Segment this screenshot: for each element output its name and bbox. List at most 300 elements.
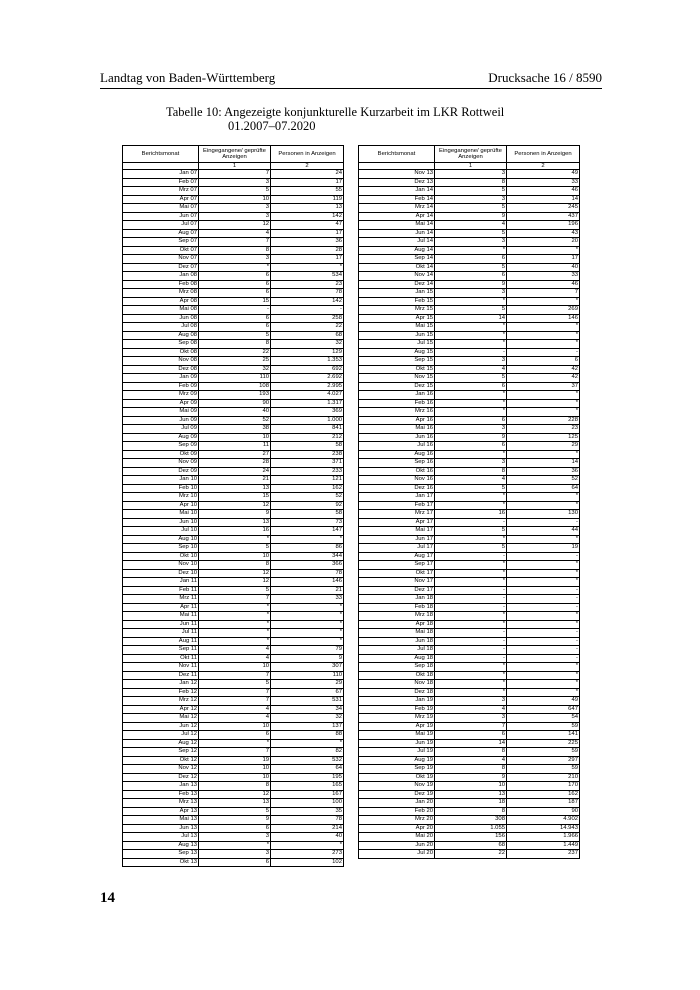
cell-month: Mai 18: [359, 629, 435, 638]
cell-firms: 6: [199, 731, 271, 740]
cell-month: Jun 11: [123, 620, 199, 629]
cell-persons: 228: [507, 416, 580, 425]
table-row: [123, 178, 344, 187]
cell-persons: 187: [507, 799, 580, 808]
table-row: [123, 756, 344, 765]
col-number-persons: 2: [507, 163, 580, 170]
cell-firms: 6: [435, 382, 507, 391]
cell-month: Aug 16: [359, 450, 435, 459]
cell-firms: 5: [199, 586, 271, 595]
cell-firms: 10: [199, 663, 271, 672]
cell-persons: -: [507, 603, 580, 612]
cell-firms: -: [435, 552, 507, 561]
cell-firms: 38: [199, 425, 271, 434]
cell-firms: 7: [199, 748, 271, 757]
table-row: [359, 680, 580, 689]
cell-firms: 6: [435, 731, 507, 740]
cell-persons: *: [507, 340, 580, 349]
table-row: [359, 408, 580, 417]
cell-month: Sep 07: [123, 238, 199, 247]
cell-firms: 3: [435, 459, 507, 468]
table-row: [359, 365, 580, 374]
table-row: [123, 799, 344, 808]
cell-month: Okt 08: [123, 348, 199, 357]
cell-persons: 52: [271, 493, 344, 502]
table-row: [359, 416, 580, 425]
cell-persons: 54: [507, 714, 580, 723]
table-row: [359, 280, 580, 289]
cell-firms: *: [199, 263, 271, 272]
cell-month: Okt 10: [123, 552, 199, 561]
cell-firms: 7: [199, 671, 271, 680]
table-row: [359, 229, 580, 238]
table-row: [359, 348, 580, 357]
cell-month: Dez 11: [123, 671, 199, 680]
cell-month: Jun 17: [359, 535, 435, 544]
table-row: [359, 433, 580, 442]
cell-firms: 3: [435, 170, 507, 179]
table-row: [123, 790, 344, 799]
table-row: [123, 612, 344, 621]
cell-month: Feb 14: [359, 195, 435, 204]
cell-persons: 2.692: [271, 374, 344, 383]
cell-month: Mai 17: [359, 527, 435, 536]
cell-persons: *: [507, 297, 580, 306]
cell-month: Apr 12: [123, 705, 199, 714]
table-row: [359, 705, 580, 714]
cell-month: Aug 15: [359, 348, 435, 357]
cell-month: Okt 15: [359, 365, 435, 374]
cell-firms: 28: [199, 459, 271, 468]
cell-month: Mai 08: [123, 306, 199, 315]
cell-persons: 647: [507, 705, 580, 714]
cell-persons: 52: [507, 476, 580, 485]
table-row: [123, 748, 344, 757]
cell-month: Apr 20: [359, 824, 435, 833]
table-row: [123, 705, 344, 714]
cell-persons: 142: [271, 297, 344, 306]
cell-month: Jan 13: [123, 782, 199, 791]
cell-persons: 37: [507, 382, 580, 391]
cell-firms: 4: [435, 221, 507, 230]
cell-persons: 21: [271, 586, 344, 595]
cell-month: Feb 13: [123, 790, 199, 799]
cell-persons: -: [507, 646, 580, 655]
cell-persons: 147: [271, 527, 344, 536]
cell-month: Sep 09: [123, 442, 199, 451]
cell-firms: 90: [199, 399, 271, 408]
cell-firms: 5: [435, 484, 507, 493]
cell-month: Nov 18: [359, 680, 435, 689]
cell-firms: 6: [435, 416, 507, 425]
cell-firms: *: [435, 501, 507, 510]
table-row: [359, 697, 580, 706]
cell-firms: 13: [199, 484, 271, 493]
cell-month: Feb 20: [359, 807, 435, 816]
col-number-firms: 1: [199, 163, 271, 170]
cell-persons: 1.353: [271, 357, 344, 366]
header-left: Landtag von Baden-Württemberg: [100, 70, 276, 85]
cell-firms: 18: [435, 799, 507, 808]
cell-firms: *: [435, 408, 507, 417]
cell-persons: 35: [271, 807, 344, 816]
cell-persons: 344: [271, 552, 344, 561]
cell-persons: 59: [507, 722, 580, 731]
cell-persons: 34: [271, 705, 344, 714]
cell-month: Aug 17: [359, 552, 435, 561]
cell-firms: 110: [199, 374, 271, 383]
table-row: [359, 595, 580, 604]
cell-month: Apr 08: [123, 297, 199, 306]
cell-persons: 258: [271, 314, 344, 323]
table-row: [359, 272, 580, 281]
cell-persons: -: [507, 595, 580, 604]
cell-firms: 32: [199, 365, 271, 374]
cell-persons: 29: [507, 442, 580, 451]
cell-month: Jun 19: [359, 739, 435, 748]
table-row: [123, 850, 344, 859]
cell-month: Dez 14: [359, 280, 435, 289]
cell-persons: 692: [271, 365, 344, 374]
table-row: [359, 790, 580, 799]
cell-firms: 9: [199, 510, 271, 519]
cell-firms: 308: [435, 816, 507, 825]
cell-month: Jan 15: [359, 289, 435, 298]
cell-month: Mai 10: [123, 510, 199, 519]
cell-month: Mrz 08: [123, 289, 199, 298]
cell-firms: *: [435, 671, 507, 680]
cell-persons: *: [507, 246, 580, 255]
cell-month: Sep 13: [123, 850, 199, 859]
caption-line-1: Tabelle 10: Angezeigte konjunkturelle Kurzarbeit im LKR Rottweil: [166, 105, 505, 119]
cell-persons: 1.449: [507, 841, 580, 850]
cell-persons: 73: [271, 518, 344, 527]
table-row: [123, 246, 344, 255]
cell-firms: 24: [199, 467, 271, 476]
table-row: [359, 493, 580, 502]
table-row: [359, 612, 580, 621]
cell-month: Apr 15: [359, 314, 435, 323]
table-row: [359, 782, 580, 791]
table-row: [359, 476, 580, 485]
cell-persons: 142: [271, 212, 344, 221]
cell-firms: 1.055: [435, 824, 507, 833]
table-row: [359, 765, 580, 774]
table-row: [359, 297, 580, 306]
cell-firms: 25: [199, 357, 271, 366]
cell-persons: 196: [507, 221, 580, 230]
cell-month: Jun 12: [123, 722, 199, 731]
cell-firms: 10: [199, 765, 271, 774]
cell-month: Aug 08: [123, 331, 199, 340]
cell-month: Mai 19: [359, 731, 435, 740]
table-row: [123, 331, 344, 340]
cell-persons: *: [271, 535, 344, 544]
cell-month: Mrz 18: [359, 612, 435, 621]
cell-month: Jan 17: [359, 493, 435, 502]
cell-firms: 8: [435, 467, 507, 476]
table-row: [359, 391, 580, 400]
table-right-body: [359, 170, 580, 859]
cell-firms: 3: [435, 714, 507, 723]
cell-persons: 44: [507, 527, 580, 536]
cell-month: Okt 07: [123, 246, 199, 255]
cell-persons: 841: [271, 425, 344, 434]
cell-month: Mrz 09: [123, 391, 199, 400]
cell-month: Mai 12: [123, 714, 199, 723]
cell-month: Aug 10: [123, 535, 199, 544]
table-row: [359, 306, 580, 315]
cell-persons: 17: [271, 255, 344, 264]
cell-firms: -: [435, 629, 507, 638]
cell-persons: 59: [507, 748, 580, 757]
col-header-month: Berichtsmonat: [359, 146, 435, 163]
cell-month: Jun 08: [123, 314, 199, 323]
cell-persons: 88: [271, 731, 344, 740]
table-row: [359, 467, 580, 476]
table-row: [123, 629, 344, 638]
table-row: [123, 578, 344, 587]
cell-month: Okt 13: [123, 858, 199, 867]
cell-month: Jan 19: [359, 697, 435, 706]
table-row: [359, 374, 580, 383]
table-row: [359, 238, 580, 247]
cell-firms: 7: [199, 688, 271, 697]
cell-firms: *: [435, 493, 507, 502]
table-row: [123, 535, 344, 544]
cell-month: Apr 16: [359, 416, 435, 425]
cell-month: Feb 16: [359, 399, 435, 408]
cell-firms: *: [435, 578, 507, 587]
cell-firms: 8: [199, 246, 271, 255]
table-row: [359, 671, 580, 680]
cell-persons: 162: [507, 790, 580, 799]
table-left-body: [123, 170, 344, 867]
table-row: [359, 646, 580, 655]
cell-persons: -: [271, 306, 344, 315]
table-row: [123, 697, 344, 706]
cell-month: Feb 11: [123, 586, 199, 595]
table-row: [123, 323, 344, 332]
table-row: [123, 306, 344, 315]
table-row: [359, 629, 580, 638]
cell-month: Apr 17: [359, 518, 435, 527]
table-row: [359, 187, 580, 196]
cell-firms: 10: [435, 782, 507, 791]
cell-firms: 11: [199, 442, 271, 451]
cell-firms: *: [435, 561, 507, 570]
table-row: [359, 654, 580, 663]
cell-persons: 210: [507, 773, 580, 782]
cell-month: Nov 15: [359, 374, 435, 383]
table-row: [123, 646, 344, 655]
cell-persons: 14.943: [507, 824, 580, 833]
table-row: [123, 238, 344, 247]
caption-line-2: 01.2007–07.2020: [228, 119, 316, 133]
table-row: [359, 688, 580, 697]
cell-firms: 7: [199, 595, 271, 604]
cell-firms: *: [199, 739, 271, 748]
table-row: [359, 442, 580, 451]
table-row: [359, 340, 580, 349]
cell-month: Aug 11: [123, 637, 199, 646]
cell-month: Jun 14: [359, 229, 435, 238]
cell-month: Jun 15: [359, 331, 435, 340]
table-row: [123, 688, 344, 697]
cell-persons: 366: [271, 561, 344, 570]
cell-persons: 32: [271, 714, 344, 723]
cell-firms: 10: [199, 552, 271, 561]
cell-persons: 110: [271, 671, 344, 680]
cell-persons: 78: [271, 816, 344, 825]
cell-month: Feb 12: [123, 688, 199, 697]
page-number: 14: [100, 890, 115, 906]
cell-persons: 20: [507, 238, 580, 247]
cell-month: Jan 16: [359, 391, 435, 400]
cell-persons: *: [271, 739, 344, 748]
cell-persons: 82: [271, 748, 344, 757]
table-row: [123, 722, 344, 731]
table-row: [123, 450, 344, 459]
cell-persons: 64: [507, 484, 580, 493]
table-row: [123, 297, 344, 306]
col-header-persons: Personen in Anzeigen: [271, 146, 344, 163]
table-row: [359, 263, 580, 272]
cell-persons: 17: [271, 229, 344, 238]
cell-persons: 1.000: [271, 416, 344, 425]
cell-firms: 14: [435, 314, 507, 323]
table-row: [123, 833, 344, 842]
cell-firms: 5: [435, 306, 507, 315]
cell-persons: *: [271, 603, 344, 612]
cell-firms: *: [199, 612, 271, 621]
cell-month: Dez 15: [359, 382, 435, 391]
cell-month: Jan 18: [359, 595, 435, 604]
table-row: [359, 620, 580, 629]
table-row: [359, 603, 580, 612]
cell-firms: *: [435, 323, 507, 332]
col-number-persons: 2: [271, 163, 344, 170]
cell-persons: *: [271, 263, 344, 272]
cell-persons: 130: [507, 510, 580, 519]
table-row: [123, 272, 344, 281]
table-row: [123, 425, 344, 434]
table-row: [123, 365, 344, 374]
cell-month: Sep 16: [359, 459, 435, 468]
cell-firms: 12: [199, 501, 271, 510]
table-row: [359, 714, 580, 723]
cell-month: Sep 14: [359, 255, 435, 264]
cell-firms: 6: [199, 289, 271, 298]
cell-firms: 22: [435, 850, 507, 859]
cell-firms: 3: [435, 195, 507, 204]
table-row: [359, 663, 580, 672]
cell-firms: 6: [199, 314, 271, 323]
cell-month: Jul 17: [359, 544, 435, 553]
cell-firms: 8: [435, 765, 507, 774]
cell-firms: 22: [199, 348, 271, 357]
table-row: [123, 841, 344, 850]
table-row: [123, 280, 344, 289]
cell-persons: 233: [271, 467, 344, 476]
cell-firms: 3: [199, 833, 271, 842]
cell-month: Okt 16: [359, 467, 435, 476]
cell-persons: 40: [507, 263, 580, 272]
cell-month: Mai 13: [123, 816, 199, 825]
cell-firms: 4: [199, 654, 271, 663]
table-row: [123, 501, 344, 510]
cell-month: Jan 08: [123, 272, 199, 281]
table-row: [359, 824, 580, 833]
table-row: [123, 493, 344, 502]
cell-persons: *: [507, 450, 580, 459]
cell-month: Jul 12: [123, 731, 199, 740]
cell-month: Aug 14: [359, 246, 435, 255]
cell-persons: 59: [507, 765, 580, 774]
cell-persons: *: [507, 408, 580, 417]
cell-firms: -: [435, 646, 507, 655]
cell-persons: 92: [271, 501, 344, 510]
cell-persons: 2.995: [271, 382, 344, 391]
cell-month: Mai 16: [359, 425, 435, 434]
cell-month: Nov 11: [123, 663, 199, 672]
table-row: [123, 212, 344, 221]
table-row: [123, 459, 344, 468]
cell-persons: *: [507, 671, 580, 680]
cell-firms: 4: [199, 714, 271, 723]
cell-firms: 5: [435, 204, 507, 213]
cell-month: Nov 16: [359, 476, 435, 485]
cell-month: Mrz 10: [123, 493, 199, 502]
cell-firms: 13: [435, 790, 507, 799]
table-row: [123, 263, 344, 272]
cell-persons: 100: [271, 799, 344, 808]
cell-month: Dez 13: [359, 178, 435, 187]
table-row: [123, 637, 344, 646]
cell-persons: 43: [507, 229, 580, 238]
cell-firms: *: [435, 340, 507, 349]
cell-persons: 165: [271, 782, 344, 791]
cell-persons: *: [507, 688, 580, 697]
cell-persons: -: [507, 637, 580, 646]
cell-persons: *: [271, 612, 344, 621]
cell-month: Apr 18: [359, 620, 435, 629]
cell-firms: *: [199, 535, 271, 544]
cell-firms: *: [199, 637, 271, 646]
cell-month: Jun 16: [359, 433, 435, 442]
table-row: [359, 212, 580, 221]
cell-persons: 90: [507, 807, 580, 816]
cell-month: Feb 09: [123, 382, 199, 391]
table-row: [359, 178, 580, 187]
cell-month: Aug 12: [123, 739, 199, 748]
cell-persons: *: [507, 578, 580, 587]
cell-firms: 5: [435, 527, 507, 536]
table-row: [123, 484, 344, 493]
cell-month: Nov 13: [359, 170, 435, 179]
cell-month: Jan 14: [359, 187, 435, 196]
cell-persons: *: [507, 323, 580, 332]
table-row: [359, 552, 580, 561]
table-row: [359, 357, 580, 366]
cell-firms: 5: [435, 263, 507, 272]
cell-persons: 4.902: [507, 816, 580, 825]
cell-month: Sep 19: [359, 765, 435, 774]
table-row: [359, 331, 580, 340]
table-row: [123, 773, 344, 782]
cell-persons: 64: [271, 765, 344, 774]
cell-persons: 162: [271, 484, 344, 493]
